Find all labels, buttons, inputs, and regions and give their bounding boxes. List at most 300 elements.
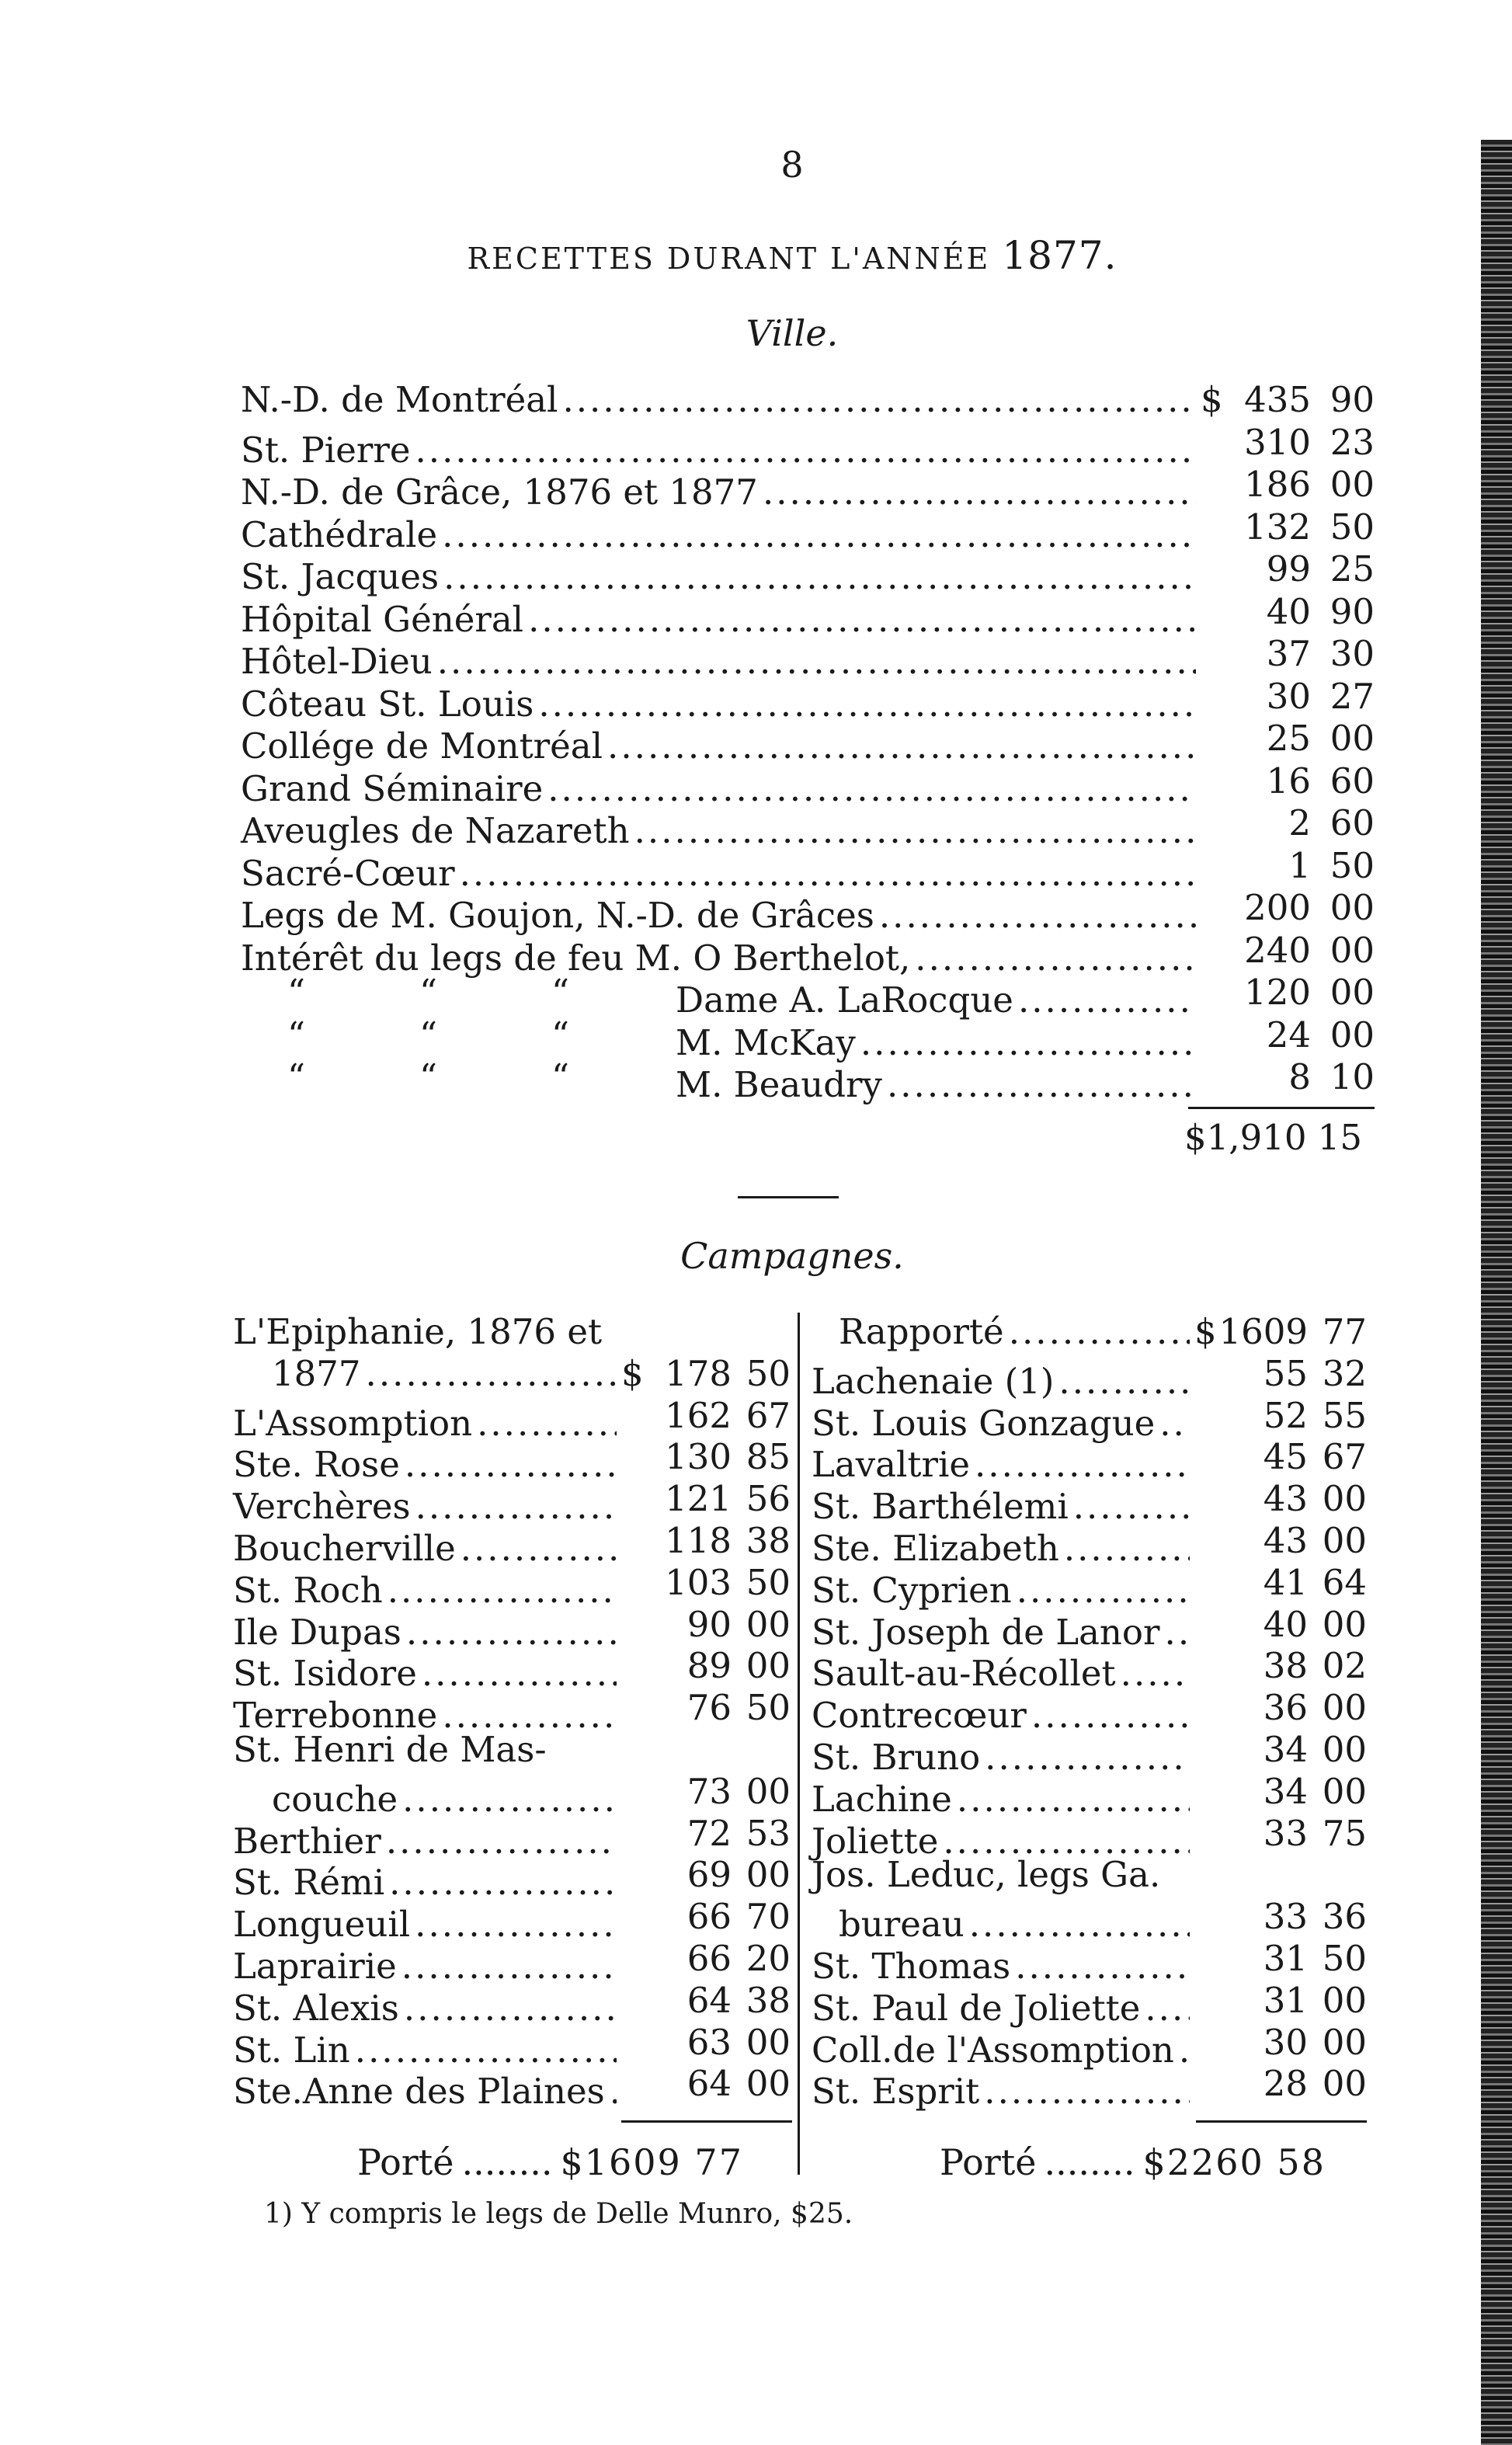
amount-dollars: 38 (1263, 1645, 1308, 1687)
amount-cents: 00 (1330, 887, 1375, 928)
row-label: St. Henri de Mas- (233, 1729, 547, 1770)
amount-dollars: 1 (1288, 844, 1311, 886)
leader-dots (547, 770, 1196, 809)
row-label: Ile Dupas (233, 1611, 401, 1653)
amount-cents: 38 (746, 1520, 791, 1561)
currency-sign (621, 1438, 638, 1476)
row-amount (621, 1480, 791, 1518)
ditto-marks (287, 1016, 683, 1055)
table-row (241, 762, 1375, 809)
row-label: Dame A. LaRocque (676, 979, 1013, 1021)
amount-cents: 00 (1330, 464, 1375, 505)
amount-dollars: 118 (665, 1520, 732, 1561)
amount-dollars: 30 (1263, 2021, 1308, 2063)
leader-dots (388, 1571, 617, 1610)
row-amount (1194, 1647, 1367, 1685)
amount-dollars: 63 (686, 2021, 732, 2063)
row-amount (621, 1981, 791, 2020)
leader-dots (355, 2031, 617, 2070)
footnote: 1) Y compris le legs de Delle Munro, $25. (264, 2198, 853, 2230)
leader-dots (1179, 2031, 1190, 2070)
leader-dots (442, 516, 1196, 555)
ditto-mark: “ (287, 1014, 306, 1056)
left-sum-rule (621, 2120, 792, 2123)
row-amount (1194, 1939, 1367, 1978)
currency-sign (1194, 2064, 1215, 2103)
currency-sign (1201, 677, 1224, 716)
porte-left (357, 2142, 743, 2182)
leader-dots (1009, 1313, 1190, 1351)
amount-cents: 50 (1330, 844, 1375, 886)
table-row (241, 381, 1375, 419)
amount-cents: 00 (746, 1770, 791, 1812)
leader-dots (957, 1780, 1190, 1819)
row-label: Intérêt du legs de feu M. O Berthelot, (241, 937, 911, 979)
ville-total-rule (1188, 1107, 1375, 1109)
amount-dollars: 76 (686, 1687, 732, 1729)
amount-cents: 00 (1330, 929, 1375, 971)
heading-text: RECETTES DURANT L'ANNÉE (467, 242, 991, 276)
ditto-mark: “ (287, 972, 306, 1013)
table-row (241, 719, 1375, 766)
currency-sign (621, 1522, 638, 1560)
leader-dots (1121, 1654, 1190, 1693)
amount-dollars: 16 (1266, 760, 1311, 802)
leader-dots (562, 381, 1196, 419)
row-label: Jos. Leduc, legs Ga. (812, 1854, 1161, 1896)
row-amount (1201, 889, 1375, 927)
currency-sign (1201, 635, 1224, 673)
porte-left-label: Porté (357, 2141, 454, 2183)
row-label: Ste. Elizabeth (812, 1528, 1059, 1569)
leader-dots (610, 2072, 617, 2111)
row-amount (1201, 508, 1375, 547)
row-label: St. Esprit (812, 2071, 980, 2113)
amount-cents: 00 (746, 1603, 791, 1645)
leader-dots (477, 1404, 617, 1443)
amount-dollars: 43 (1263, 1478, 1308, 1520)
amount-dollars: 73 (686, 1770, 732, 1812)
amount-cents: 55 (1322, 1394, 1367, 1436)
amount-dollars: 34 (1263, 1770, 1308, 1812)
currency-sign (1201, 847, 1224, 885)
table-row (233, 1981, 791, 2028)
ditto-marks (287, 973, 683, 1012)
table-row (241, 465, 1375, 512)
row-amount (1194, 1814, 1367, 1853)
row-label: St. Paul de Joliette (812, 1987, 1141, 2029)
amount-cents: 60 (1330, 760, 1375, 802)
amount-dollars: 200 (1244, 887, 1311, 928)
row-label: L'Epiphanie, 1876 et (233, 1311, 603, 1352)
table-row (241, 423, 1375, 470)
row-amount (621, 1563, 791, 1602)
leader-dots (422, 1654, 617, 1693)
amount-cents: 60 (1330, 802, 1375, 843)
leader-dots (985, 1738, 1190, 1777)
row-amount (1201, 931, 1375, 970)
row-label: Coll.de l'Assomption (812, 2029, 1174, 2071)
currency-sign (621, 1563, 638, 1602)
currency-sign (1194, 1939, 1215, 1978)
row-amount (1194, 1352, 1367, 1394)
leader-dots (975, 1445, 1190, 1484)
right-sum-rule (1196, 2120, 1367, 2123)
currency-sign (1201, 762, 1224, 801)
amount-dollars: 41 (1263, 1561, 1308, 1603)
porte-left-dots: ........ (461, 2141, 553, 2183)
leader-dots (528, 600, 1196, 639)
page-number: 8 (780, 144, 804, 186)
table-row (272, 1352, 791, 1394)
row-label: Terrebonne (233, 1695, 438, 1737)
ditto-mark: “ (287, 1056, 306, 1097)
ditto-mark: “ (419, 1056, 438, 1097)
row-label: St. Rémi (233, 1862, 385, 1904)
currency-sign (1201, 508, 1224, 547)
currency-sign (1194, 1689, 1215, 1727)
row-label: St. Louis Gonzague (812, 1402, 1156, 1444)
currency-sign (1201, 593, 1224, 631)
row-amount (621, 1689, 791, 1727)
row-label: Contrecœur (812, 1695, 1027, 1737)
amount-cents: 00 (1322, 1729, 1367, 1770)
currency-sign (1194, 1647, 1215, 1685)
campagnes-title: Campagnes. (680, 1235, 904, 1277)
section-divider (738, 1196, 839, 1198)
amount-cents: 85 (746, 1436, 791, 1478)
currency-sign (621, 1981, 638, 2020)
row-label: St. Jacques (241, 556, 440, 597)
ditto-mark: “ (551, 1014, 570, 1056)
leader-dots (1031, 1696, 1190, 1735)
amount-cents: 25 (1330, 548, 1375, 590)
amount-cents: 70 (746, 1896, 791, 1938)
currency-sign (1194, 1480, 1215, 1518)
amount-cents: 32 (1322, 1352, 1367, 1394)
row-amount (1201, 465, 1375, 504)
scan-edge (1481, 140, 1512, 2445)
amount-dollars: 40 (1263, 1603, 1308, 1645)
row-amount (1194, 1605, 1367, 1644)
amount-cents: 00 (1322, 2021, 1367, 2063)
currency-sign (1194, 1897, 1215, 1936)
amount-dollars: 72 (686, 1812, 732, 1854)
currency-sign (1201, 973, 1224, 1012)
table-row (241, 635, 1375, 681)
row-label: Verchères (233, 1486, 411, 1528)
row-amount (1194, 1396, 1367, 1435)
row-label: St. Barthélemi (812, 1486, 1069, 1528)
row-amount (621, 1605, 791, 1644)
table-row (812, 1563, 1367, 1610)
row-amount (1201, 762, 1375, 801)
amount-dollars: 33 (1263, 1812, 1308, 1854)
amount-cents: 90 (1330, 379, 1375, 420)
amount-cents: 00 (1322, 1770, 1367, 1812)
amount-cents: 50 (1322, 1938, 1367, 1979)
amount-cents: 67 (746, 1394, 791, 1436)
row-amount (621, 1352, 791, 1394)
row-amount (1194, 2064, 1367, 2103)
amount-dollars: 34 (1263, 1729, 1308, 1770)
ditto-mark: “ (419, 1014, 438, 1056)
table-row (233, 1939, 791, 1986)
table-row (233, 1730, 791, 1769)
amount-dollars: 89 (686, 1645, 732, 1687)
amount-cents: 23 (1330, 421, 1375, 463)
currency-sign (1194, 1355, 1215, 1393)
amount-cents: 53 (746, 1812, 791, 1854)
porte-right-label: Porté (940, 2141, 1037, 2183)
amount-dollars: 64 (686, 1979, 732, 2021)
amount-dollars: 45 (1263, 1436, 1308, 1478)
row-label: Lachine (812, 1778, 952, 1820)
row-amount (621, 1396, 791, 1435)
leader-dots (1017, 1571, 1190, 1610)
row-amount (1201, 381, 1375, 419)
row-label: 1877 (272, 1352, 361, 1394)
currency-sign (1201, 931, 1224, 970)
amount-dollars: 64 (686, 2063, 732, 2105)
amount-cents: 00 (1322, 1687, 1367, 1729)
amount-dollars: 132 (1244, 506, 1311, 548)
currency-sign (1201, 465, 1224, 504)
row-label: Rapporté (839, 1311, 1004, 1352)
row-label: Hôtel-Dieu (241, 641, 433, 682)
table-row (812, 1981, 1367, 2028)
row-amount (621, 2023, 791, 2062)
amount-cents: 75 (1322, 1812, 1367, 1854)
row-amount (1194, 1689, 1367, 1727)
table-row (241, 889, 1375, 935)
amount-cents: 20 (746, 1938, 791, 1979)
table-row (241, 804, 1375, 850)
ditto-mark: “ (551, 1056, 570, 1097)
row-amount (1201, 550, 1375, 589)
table-row (233, 1563, 791, 1610)
heading-year: 1877. (1002, 233, 1117, 278)
amount-cents: 00 (1330, 718, 1375, 759)
leader-dots (401, 1947, 617, 1986)
currency-sign (621, 1855, 638, 1894)
row-amount (1194, 1313, 1367, 1351)
amount-dollars: 37 (1266, 633, 1311, 674)
row-amount (1201, 677, 1375, 716)
amount-cents: 27 (1330, 675, 1375, 717)
row-label: St. Alexis (233, 1987, 399, 2029)
row-amount (1194, 2023, 1367, 2062)
leader-dots (1058, 1362, 1190, 1401)
row-label: Boucherville (233, 1528, 456, 1569)
row-label: Longueuil (233, 1904, 411, 1946)
currency-sign (621, 1396, 638, 1435)
currency-sign (1194, 1981, 1215, 2020)
table-row (676, 1016, 1375, 1063)
leader-dots (443, 558, 1196, 596)
leader-dots (887, 1066, 1196, 1104)
leader-dots (460, 854, 1196, 893)
row-amount (621, 1438, 791, 1476)
amount-dollars: 435 (1244, 379, 1311, 420)
currency-sign (1194, 1814, 1215, 1853)
amount-dollars: 31 (1263, 1979, 1308, 2021)
amount-dollars: 30 (1266, 675, 1311, 717)
currency-sign: $ (1194, 1311, 1217, 1352)
row-label: Lavaltrie (812, 1444, 970, 1486)
table-row (812, 1939, 1367, 1986)
row-amount (1194, 1480, 1367, 1518)
currency-sign (1194, 2023, 1215, 2062)
amount-dollars: 52 (1263, 1394, 1308, 1436)
row-label: Ste.Anne des Plaines (233, 2071, 605, 2113)
amount-dollars: 25 (1266, 718, 1311, 759)
amount-cents: 00 (1322, 1478, 1367, 1520)
currency-sign (621, 1480, 638, 1518)
row-label: St. Roch (233, 1569, 383, 1611)
row-amount (621, 1772, 791, 1811)
amount-cents: 38 (746, 1979, 791, 2021)
leader-dots (1018, 981, 1196, 1020)
row-amount (1201, 635, 1375, 673)
table-row (233, 2064, 791, 2111)
row-amount (621, 1939, 791, 1978)
row-amount (1201, 719, 1375, 758)
row-label: N.-D. de Grâce, 1876 et 1877 (241, 471, 758, 513)
currency-sign (1194, 1522, 1215, 1560)
amount-dollars: 8 (1288, 1056, 1311, 1097)
amount-dollars: 55 (1263, 1352, 1308, 1394)
currency-sign (1194, 1438, 1215, 1476)
row-amount (1201, 973, 1375, 1012)
row-amount (1194, 1772, 1367, 1811)
leader-dots (406, 1613, 617, 1652)
table-row (241, 590, 1375, 640)
row-amount (1194, 1522, 1367, 1560)
amount-dollars: 162 (665, 1394, 732, 1436)
row-amount (1201, 423, 1375, 462)
ditto-marks (287, 1058, 683, 1097)
currency-sign: $ (1201, 379, 1223, 420)
table-row (839, 1313, 1367, 1351)
amount-cents: 77 (1322, 1311, 1367, 1352)
leader-dots (415, 1905, 617, 1944)
amount-dollars: 90 (686, 1603, 732, 1645)
amount-dollars: 1609 (1218, 1311, 1308, 1352)
currency-sign (1201, 1016, 1224, 1055)
currency-sign (621, 2023, 638, 2062)
row-label: Collége de Montréal (241, 725, 603, 767)
amount-dollars: 69 (686, 1854, 732, 1896)
currency-sign (621, 2064, 638, 2103)
currency-sign (1194, 1563, 1215, 1602)
table-row (812, 1352, 1367, 1402)
amount-cents: 56 (746, 1478, 791, 1520)
amount-dollars: 24 (1266, 1014, 1311, 1056)
row-amount (1194, 1438, 1367, 1476)
amount-cents: 00 (746, 2021, 791, 2063)
amount-cents: 00 (1330, 1014, 1375, 1056)
leader-dots (1159, 1404, 1190, 1443)
row-label: St. Lin (233, 2029, 350, 2071)
amount-dollars: 130 (665, 1436, 732, 1478)
row-label: bureau (839, 1904, 965, 1946)
table-row (233, 1313, 791, 1351)
row-amount (621, 1897, 791, 1936)
row-label: Ste. Rose (233, 1444, 400, 1486)
row-label: Aveugles de Nazareth (241, 810, 630, 851)
row-label: St. Isidore (233, 1653, 417, 1695)
amount-cents: 64 (1322, 1561, 1367, 1603)
leader-dots (415, 431, 1196, 470)
leader-dots (461, 1529, 617, 1568)
leader-dots (389, 1863, 617, 1902)
amount-dollars: 2 (1288, 802, 1311, 843)
ditto-mark: “ (419, 972, 438, 1013)
row-label: M. Beaudry (676, 1064, 882, 1105)
ville-title: Ville. (746, 312, 839, 354)
row-amount (1194, 1897, 1367, 1936)
row-label: St. Bruno (812, 1737, 981, 1778)
row-amount (621, 2064, 791, 2103)
leader-dots (915, 939, 1196, 978)
row-label: Joliette (812, 1820, 939, 1862)
currency-sign (1201, 423, 1224, 462)
row-amount (1201, 844, 1375, 886)
currency-sign (1194, 1772, 1215, 1811)
leader-dots (386, 1822, 617, 1861)
amount-dollars: 66 (686, 1938, 732, 1979)
amount-dollars: 66 (686, 1896, 732, 1938)
amount-cents: 50 (1330, 506, 1375, 548)
leader-dots (879, 896, 1196, 935)
leader-dots (1165, 1613, 1190, 1652)
row-label: M. McKay (676, 1021, 856, 1063)
amount-cents: 02 (1322, 1645, 1367, 1687)
page-heading (0, 233, 1512, 278)
leader-dots (404, 1989, 617, 2028)
ditto-mark: “ (551, 972, 570, 1013)
amount-dollars: 240 (1244, 929, 1311, 971)
currency-sign (621, 1689, 638, 1727)
amount-dollars: 178 (665, 1352, 732, 1394)
row-amount (621, 1647, 791, 1685)
table-row (241, 931, 1375, 978)
row-label: Berthier (233, 1820, 381, 1862)
row-label: Sacré-Cœur (241, 852, 455, 894)
table-row (241, 844, 1375, 894)
leader-dots (1064, 1529, 1190, 1568)
table-row (241, 677, 1375, 724)
currency-sign (621, 1897, 638, 1936)
currency-sign (1201, 1058, 1224, 1097)
amount-cents: 50 (746, 1687, 791, 1729)
amount-dollars: 310 (1244, 421, 1311, 463)
table-row (233, 1522, 791, 1568)
leader-dots (415, 1487, 617, 1526)
row-amount (1201, 804, 1375, 843)
amount-dollars: 103 (665, 1561, 732, 1603)
leader-dots (969, 1905, 1190, 1944)
row-amount (1201, 590, 1375, 632)
row-label: L'Assomption (233, 1402, 473, 1444)
leader-dots (366, 1355, 617, 1393)
table-row (812, 1855, 1367, 1894)
row-label: St. Cyprien (812, 1569, 1012, 1611)
row-label: couche (272, 1778, 398, 1820)
row-amount (1194, 1730, 1367, 1769)
amount-cents: 50 (746, 1561, 791, 1603)
